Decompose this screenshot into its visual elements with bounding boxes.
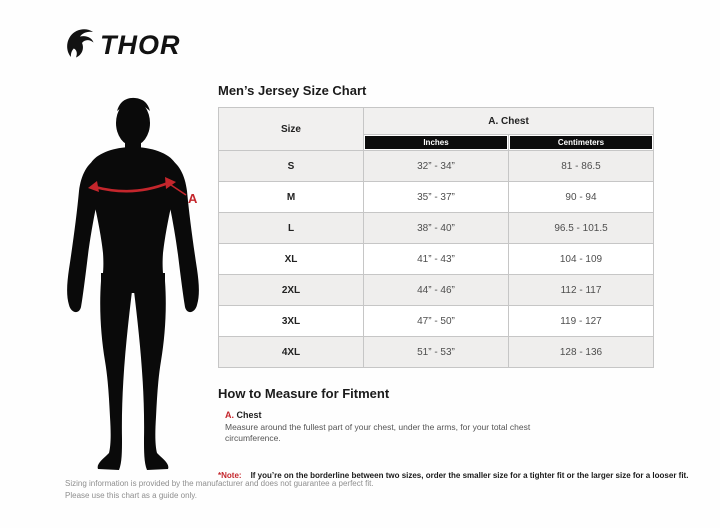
- measure-guide-title: How to Measure for Fitment: [218, 386, 390, 401]
- note-text: If you’re on the borderline between two sizes, order the smaller size for a tighter fit or the larger size for a looser fit.: [250, 470, 689, 480]
- inches-cell: 38” - 40”: [364, 213, 509, 244]
- size-cell: S: [219, 151, 364, 182]
- centimeters-cell: 96.5 - 101.5: [509, 213, 654, 244]
- column-header-centimeters: Centimeters: [509, 135, 654, 151]
- size-cell: L: [219, 213, 364, 244]
- content-column: [218, 83, 689, 480]
- thor-head-icon: [64, 26, 98, 65]
- inches-cell: 47” - 50”: [364, 306, 509, 337]
- inches-cell: 44” - 46”: [364, 275, 509, 306]
- size-cell: 4XL: [219, 337, 364, 368]
- table-row: [219, 275, 654, 306]
- table-row: [219, 306, 654, 337]
- table-row: [219, 213, 654, 244]
- body-silhouette-figure: [55, 85, 225, 475]
- measure-item-label: Chest: [236, 410, 262, 420]
- measure-item-description: Measure around the fullest part of your chest, under the arms, for your total chest circumference.: [225, 422, 531, 444]
- note-prefix: *Note:: [218, 470, 242, 480]
- disclaimer: [65, 478, 374, 501]
- centimeters-cell: 81 - 86.5: [509, 151, 654, 182]
- inches-cell: 35” - 37”: [364, 182, 509, 213]
- measure-item-key: A.: [225, 410, 234, 420]
- table-row: [219, 337, 654, 368]
- disclaimer-line-2: Please use this chart as a guide only.: [65, 490, 197, 500]
- measure-item-chest: [225, 410, 654, 445]
- size-cell: M: [219, 182, 364, 213]
- body-silhouette: [67, 98, 199, 470]
- centimeters-cell: 119 - 127: [509, 306, 654, 337]
- size-cell: 2XL: [219, 275, 364, 306]
- centimeters-cell: 128 - 136: [509, 337, 654, 368]
- centimeters-cell: 90 - 94: [509, 182, 654, 213]
- thor-logo: [64, 26, 181, 65]
- centimeters-cell: 104 - 109: [509, 244, 654, 275]
- inches-cell: 32” - 34”: [364, 151, 509, 182]
- table-row: [219, 182, 654, 213]
- measure-item-heading: [225, 410, 654, 420]
- size-chart-title: Men’s Jersey Size Chart: [218, 83, 367, 98]
- size-cell: 3XL: [219, 306, 364, 337]
- column-header-size: Size: [219, 108, 364, 151]
- measurement-label-a: A: [188, 191, 198, 206]
- size-table: [218, 107, 654, 368]
- inches-cell: 51” - 53”: [364, 337, 509, 368]
- table-header-row: [219, 108, 654, 135]
- table-row: [219, 151, 654, 182]
- column-header-chest: A. Chest: [364, 108, 654, 135]
- centimeters-cell: 112 - 117: [509, 275, 654, 306]
- table-row: [219, 244, 654, 275]
- inches-cell: 41” - 43”: [364, 244, 509, 275]
- disclaimer-line-1: Sizing information is provided by the manufacturer and does not guarantee a perfect fit.: [65, 479, 374, 488]
- column-header-inches: Inches: [364, 135, 509, 151]
- size-cell: XL: [219, 244, 364, 275]
- logo-text: THOR: [100, 30, 181, 60]
